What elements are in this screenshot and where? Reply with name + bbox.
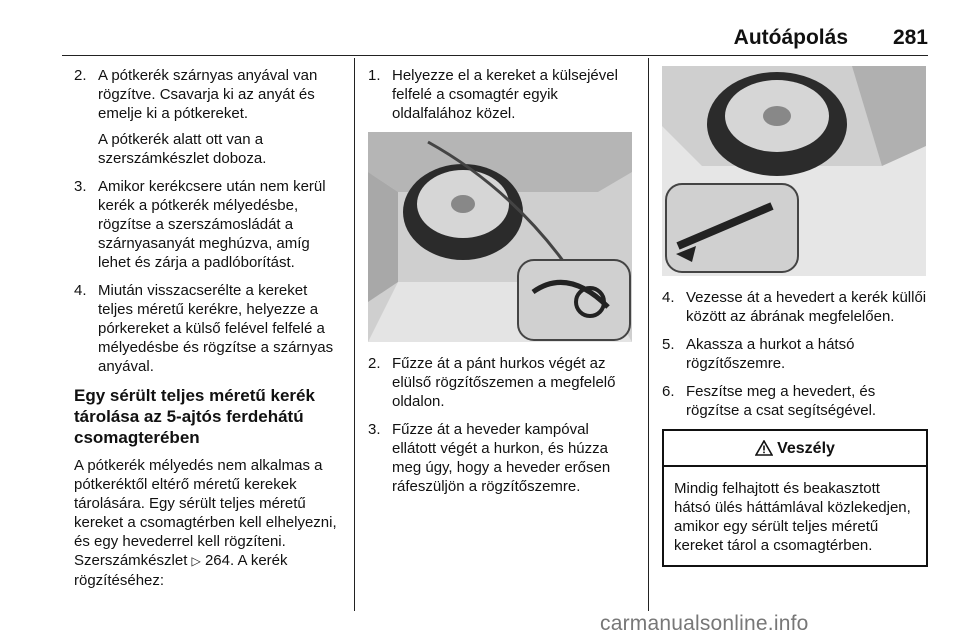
- trunk-wheel-illustration: [368, 132, 632, 342]
- step-number: 3.: [74, 178, 87, 195]
- step-number: 4.: [74, 282, 87, 299]
- section-title: Autóápolás: [733, 26, 848, 49]
- column-1: [74, 66, 344, 598]
- step-text: A pótkerék szárnyas anyával van rögzítve. Csavarja ki az anyát és emelje ki a pótkereket.: [98, 67, 318, 122]
- step-number: 2.: [74, 67, 87, 84]
- trunk-wheel-drawing: [368, 132, 632, 342]
- step-text: Amikor kerékcsere után nem kerül kerék a pótkerék mélyedésbe, rögzítse a szerszámosládát a szárnyasanyát meghúzva, amíg lehet és zárja a padlóborítást.: [98, 178, 326, 271]
- page-number: 281: [892, 26, 928, 49]
- page-header: [62, 26, 928, 52]
- column-2: [368, 66, 636, 505]
- step-text: Akassza a hurkot a hátsó rögzítőszemre.: [686, 336, 855, 372]
- warning-icon: [755, 440, 773, 456]
- step-3: [368, 420, 636, 496]
- step-2: [74, 66, 344, 123]
- step-text: Fűzze át a pánt hurkos végét az elülső rögzítőszemen a megfelelő oldalon.: [392, 355, 616, 410]
- triangle-right-icon[interactable]: ▷: [191, 554, 201, 568]
- section-heading: Egy sérült teljes méretű kerék tárolása az 5-ajtós ferdehátú csomagterében: [74, 386, 315, 447]
- paragraph-text: A pótkerék mélyedés nem alkalmas a pótkeréktől eltérő méretű kerekek tárolására. Egy sérült teljes méretű kereket a csomagtérben kell elhelyezni, és egy hevederrel kell rögzíteni. Szerszámkészlet: [74, 457, 337, 569]
- step-5: [662, 335, 928, 373]
- step-number: 3.: [368, 421, 381, 438]
- step-note: A pótkerék alatt ott van a szerszámkészlet doboza.: [98, 131, 267, 167]
- step-text: Feszítse meg a hevedert, és rögzítse a csat segítségével.: [686, 383, 877, 419]
- watermark: carmanualsonline.info: [600, 612, 809, 635]
- step-number: 4.: [662, 289, 675, 306]
- step-text: Vezesse át a hevedert a kerék küllői között az ábrának megfelelően.: [686, 289, 927, 325]
- page-reference[interactable]: 264. A kerék rögzítéséhez:: [74, 552, 288, 589]
- step-number: 1.: [368, 67, 381, 84]
- step-number: 6.: [662, 383, 675, 400]
- column-divider-1: [354, 58, 355, 611]
- column-divider-2: [648, 58, 649, 611]
- step-1: [368, 66, 636, 123]
- step-number: 2.: [368, 355, 381, 372]
- header-rule: [62, 55, 928, 56]
- intro-paragraph: [74, 456, 344, 590]
- step-3: [74, 177, 344, 272]
- step-text: Miután visszacserélte a kereket teljes méretű kerékre, helyezze a pórkereket a külső felével felfelé a mélyedésbe és rögzítse a szárnyas anyával.: [98, 282, 334, 375]
- danger-header: [664, 431, 926, 467]
- column-3: [662, 66, 928, 567]
- step-4: [74, 281, 344, 376]
- step-6: [662, 382, 928, 420]
- strap-wheel-drawing: [662, 66, 926, 276]
- danger-box: [662, 429, 928, 567]
- strap-wheel-illustration: [662, 66, 926, 276]
- step-text: Fűzze át a heveder kampóval ellátott végét a hurkon, és húzza meg úgy, hogy a heveder erősen ráfeszüljön a rögzítőszemre.: [392, 421, 611, 495]
- step-text: Helyezze el a kereket a külsejével felfelé a csomagtér egyik oldalfalához közel.: [392, 67, 618, 122]
- danger-text: Mindig felhajtott és beakasztott hátsó ülés háttámlával közlekedjen, amikor egy sérült teljes méretű kereket tárol a csomagtérben.: [674, 480, 911, 554]
- step-number: 5.: [662, 336, 675, 353]
- danger-title: Veszély: [777, 439, 835, 457]
- step-4: [662, 288, 928, 326]
- step-2: [368, 354, 636, 411]
